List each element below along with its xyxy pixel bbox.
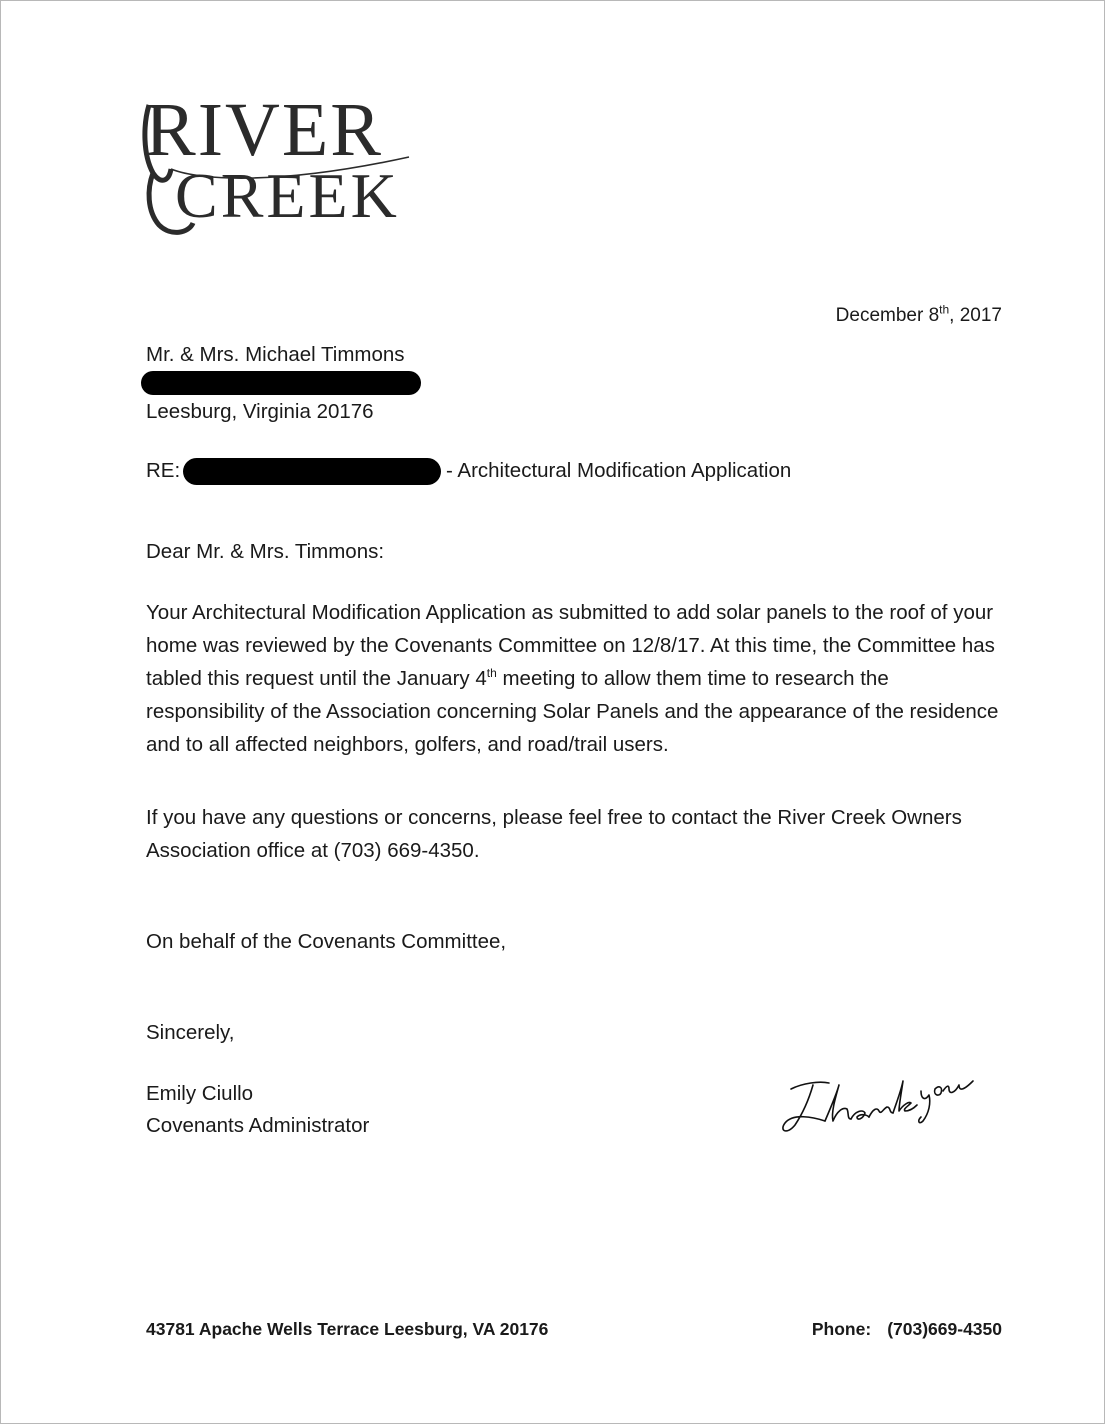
- date-year: , 2017: [949, 305, 1002, 326]
- on-behalf-line: On behalf of the Covenants Committee,: [146, 930, 507, 953]
- redacted-street-address: [141, 371, 421, 395]
- body-line: If you have any questions or concerns, please feel free to contact the River Creek Owners: [146, 806, 962, 829]
- date-month-day: December 8: [835, 305, 940, 326]
- footer-address: 43781 Apache Wells Terrace Leesburg, VA 20176: [146, 1319, 549, 1339]
- letter-date: [836, 299, 1002, 332]
- logo-river-text: RIVER: [145, 88, 383, 172]
- signer-name: Emily Ciullo: [146, 1082, 254, 1105]
- signer-title: Covenants Administrator: [146, 1114, 370, 1137]
- body-line: Association office at (703) 669-4350.: [146, 839, 480, 862]
- logo-creek-text: CREEK: [175, 160, 400, 231]
- salutation: Dear Mr. & Mrs. Timmons:: [146, 540, 385, 563]
- footer-phone-number: (703)669-4350: [887, 1319, 1002, 1339]
- body-line: Your Architectural Modification Application as submitted to add solar panels to the roof of your: [146, 601, 994, 624]
- body-line: home was reviewed by the Covenants Committee on 12/8/17. At this time, the Committee has: [146, 634, 995, 657]
- footer-phone-label: Phone:: [811, 1319, 872, 1339]
- footer-phone: [812, 1319, 1002, 1340]
- body-paragraph-2: [146, 801, 1026, 867]
- redacted-property-address: [183, 458, 441, 485]
- re-subject: - Architectural Modification Application: [446, 459, 792, 482]
- closing: Sincerely,: [146, 1021, 235, 1044]
- body-paragraph-1: [146, 596, 1026, 761]
- river-creek-logo: [141, 85, 413, 247]
- re-label: RE:: [146, 459, 181, 482]
- body-line: tabled this request until the January 4th meeting to allow them time to research the: [146, 666, 889, 690]
- body-line: and to all affected neighbors, golfers, and road/trail users.: [146, 733, 669, 756]
- date-ordinal: th: [939, 302, 950, 317]
- handwritten-note: [773, 1051, 979, 1141]
- recipient-name: Mr. & Mrs. Michael Timmons: [146, 343, 405, 366]
- body-line: responsibility of the Association concerning Solar Panels and the appearance of the residence: [146, 700, 999, 723]
- recipient-city: Leesburg, Virginia 20176: [146, 400, 374, 423]
